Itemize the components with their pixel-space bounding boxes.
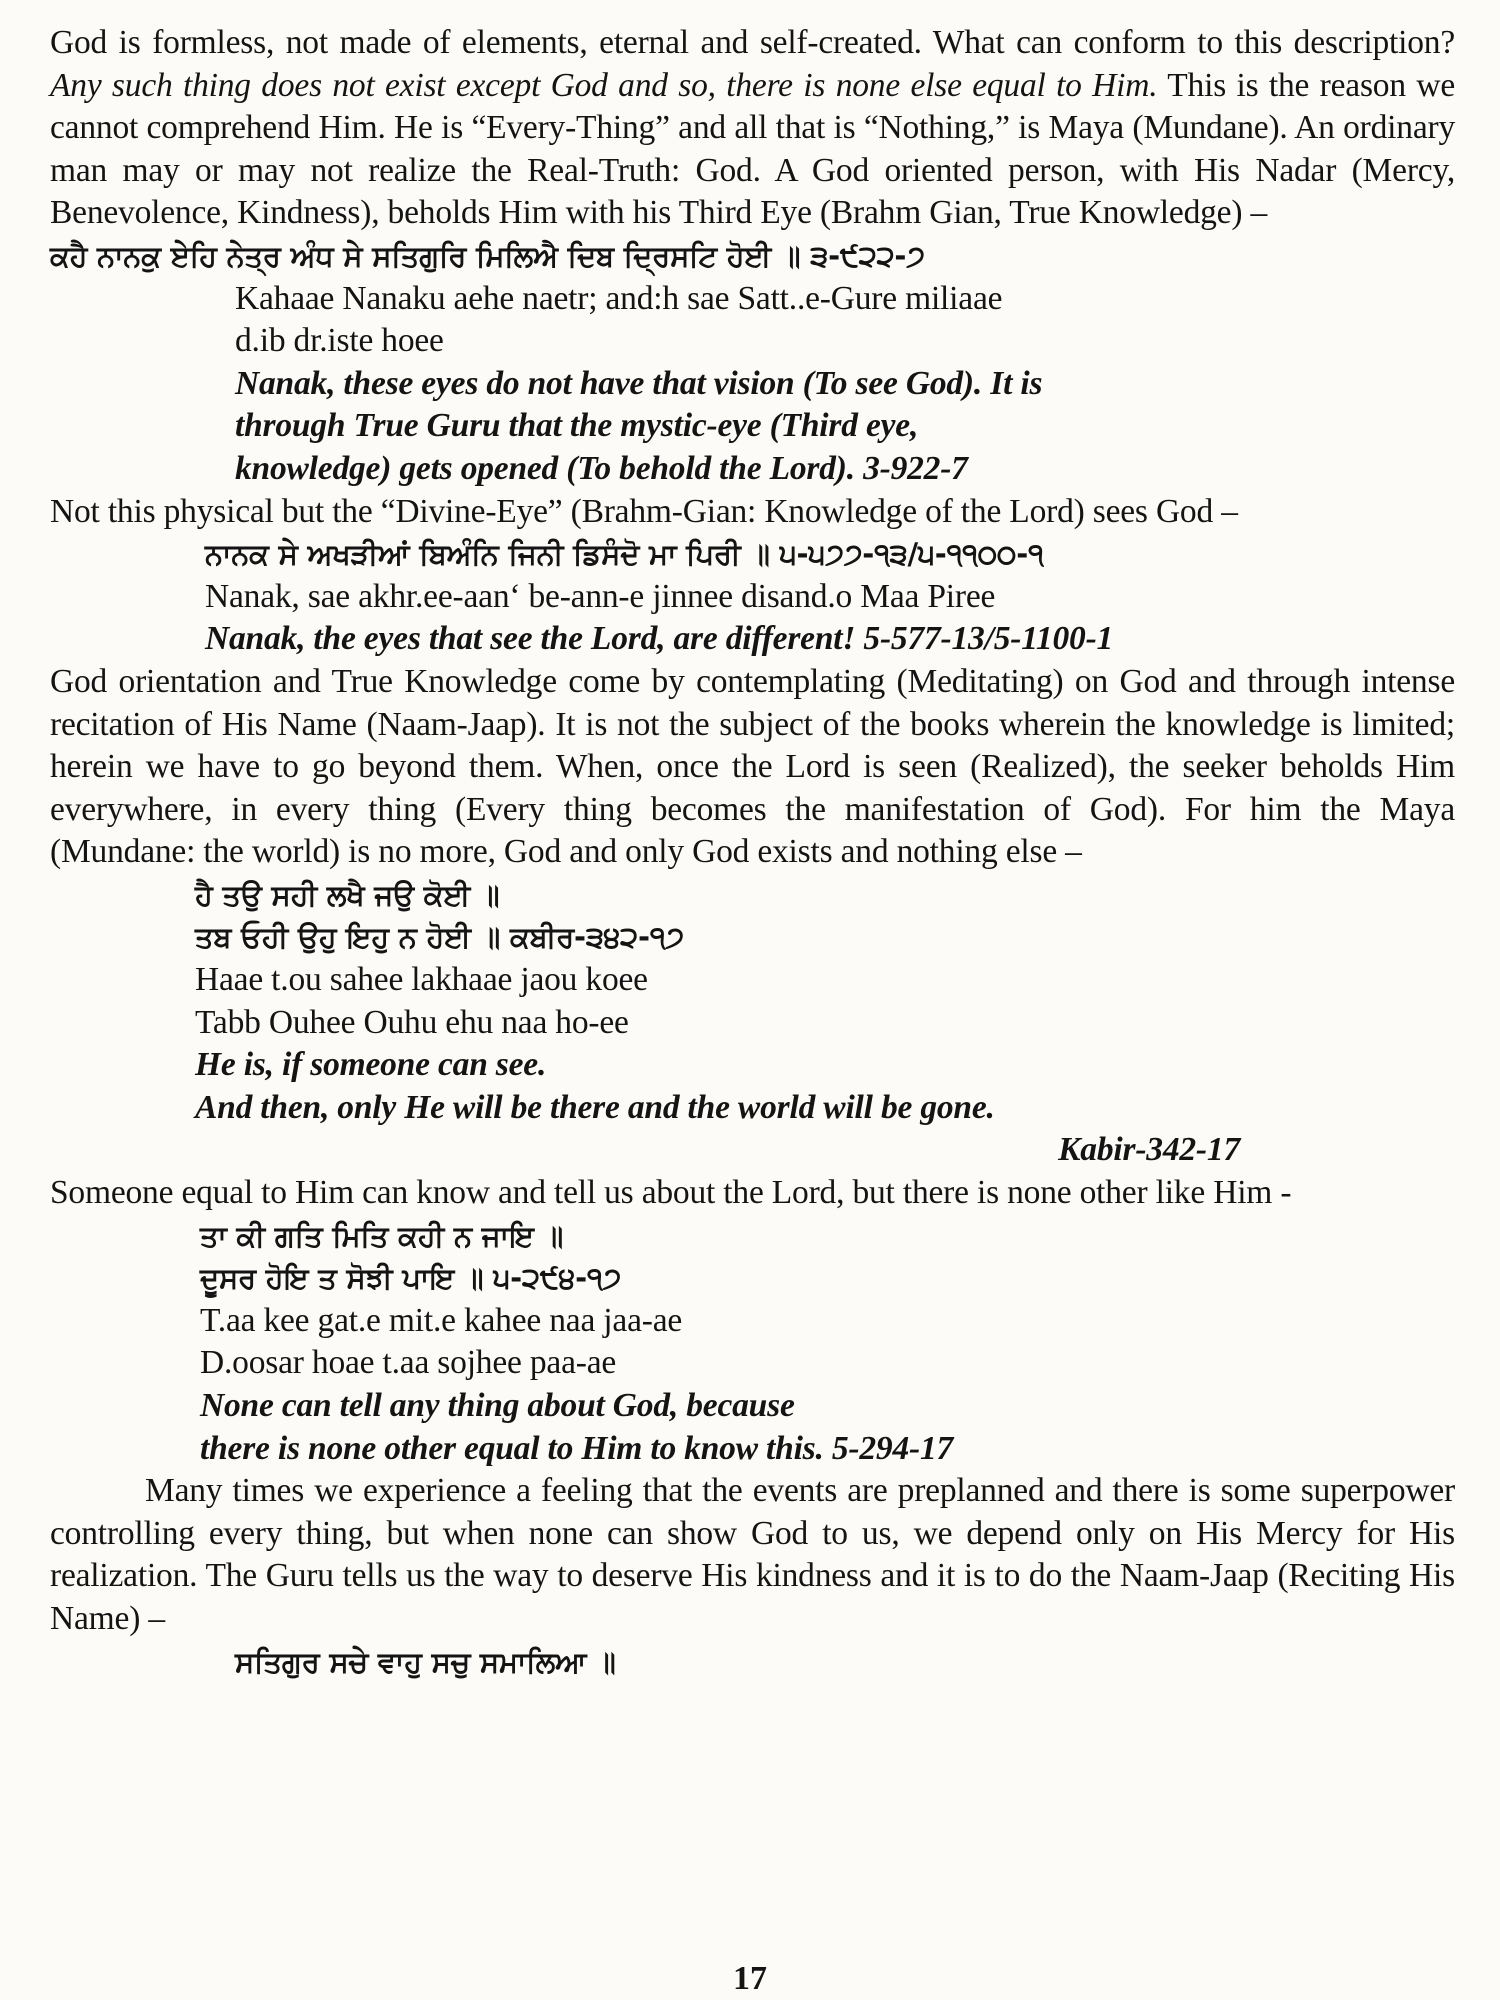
gurmukhi-verse: ਕਹੈ ਨਾਨਕੁ ਏਹਿ ਨੇਤ੍ਰ ਅੰਧ ਸੇ ਸਤਿਗੁਰਿ ਮਿਲਿਐ ਦਿਬ ਦ੍ਰਿਸਟਿ ਹੋਈ ॥ ੩-੯੨੨-੭: [50, 238, 925, 273]
paragraph-god-orientation: God orientation and True Knowledge come by contemplating (Meditating) on God and through intense recitation of His Name (Naam-Jaap). It is not the subject of the books wherein the knowledge is limited; herein we have to go beyond them. When, once the Lord is seen (Realized), the seeker beholds Him everywhere, in every thing (Every thing becomes the manifestation of God). For him the Maya (Mundane: the world) is no more, God and only God exists and nothing else –: [50, 662, 1455, 871]
translation-line: through True Guru that the mystic-eye (Third eye,: [235, 407, 919, 445]
translation-line: Nanak, these eyes do not have that vision (To see God). It is: [235, 364, 1043, 402]
translation-line: He is, if someone can see.: [195, 1046, 547, 1084]
transliteration-line: Nanak, sae akhr.ee-aan‘ be-ann-e jinnee disand.o Maa Piree: [205, 577, 996, 615]
scripture-quote-third-eye: [50, 235, 1455, 491]
paragraph-text: God is formless, not made of elements, eternal and self-created. What can conform to this description?: [50, 24, 1455, 61]
paragraph-emphasis: Any such thing does not exist except God and so, there is none else equal to Him.: [50, 66, 1158, 104]
paragraph-none-equal: Someone equal to Him can know and tell us about the Lord, but there is none other like Him -: [50, 1174, 1292, 1212]
transliteration-line: T.aa kee gat.e mit.e kahee naa jaa-ae: [200, 1301, 683, 1339]
gurmukhi-verse: ਸਤਿਗੁਰ ਸਚੇ ਵਾਹੁ ਸਚੁ ਸਮਾਲਿਆ ॥: [235, 1644, 616, 1679]
gurmukhi-verse: ਤਬ ਓਹੀ ਉਹੁ ਇਹੁ ਨ ਹੋਈ ॥ ਕਬੀਰ-੩੪੨-੧੭: [195, 920, 684, 955]
transliteration-line: Haae t.ou sahee lakhaae jaou koee: [195, 961, 648, 999]
transliteration-line: D.oosar hoae t.aa sojhee paa-ae: [200, 1344, 617, 1382]
scripture-quote-eyes: [50, 533, 1455, 661]
verse-reference: Kabir-342-17: [1058, 1131, 1240, 1169]
translation-line: there is none other equal to Him to know this. 5-294-17: [200, 1429, 954, 1467]
transliteration-line: Kahaae Nanaku aehe naetr; and:h sae Satt..e-Gure miliaae: [235, 279, 1003, 317]
translation-line: knowledge) gets opened (To behold the Lord). 3-922-7: [235, 449, 968, 487]
scripture-quote-naam: [50, 1641, 1455, 1684]
transliteration-line: Tabb Ouhee Ouhu ehu naa ho-ee: [195, 1003, 629, 1041]
gurmukhi-verse: ਨਾਨਕ ਸੇ ਅਖੜੀਆਂ ਬਿਅੰਨਿ ਜਿਨੀ ਡਿਸੰਦੋ ਮਾ ਪਿਰੀ ॥ ੫-੫੭੭-੧੩/੫-੧੧੦੦-੧: [205, 537, 1044, 572]
scripture-quote-kabir: [50, 874, 1455, 1172]
page-number: 17: [733, 1960, 767, 1997]
scripture-quote-none-can-tell: [50, 1215, 1455, 1471]
paragraph-preplanned-events: Many times we experience a feeling that the events are preplanned and there is some superpower controlling every thing, but when none can show God to us, we depend only on His Mercy for His realization. The Guru tells us the way to deserve His kindness and it is to do the Naam-Jaap (Reciting His Name) –: [50, 1472, 1455, 1637]
translation-line: And then, only He will be there and the world will be gone.: [195, 1088, 995, 1126]
translation-line: Nanak, the eyes that see the Lord, are different! 5-577-13/5-1100-1: [205, 620, 1114, 658]
gurmukhi-verse: ਤਾ ਕੀ ਗਤਿ ਮਿਤਿ ਕਹੀ ਨ ਜਾਇ ॥: [200, 1218, 564, 1253]
gurmukhi-verse: ਦੂਸਰ ਹੋਇ ਤ ਸੋਝੀ ਪਾਇ ॥ ੫-੨੯੪-੧੭: [200, 1261, 622, 1296]
page-body: [50, 22, 1455, 1683]
paragraph-divine-eye: Not this physical but the “Divine-Eye” (Brahm-Gian: Knowledge of the Lord) sees God –: [50, 492, 1238, 530]
paragraph-formless-god: [50, 22, 1455, 235]
translation-line: None can tell any thing about God, because: [200, 1387, 795, 1424]
transliteration-line: d.ib dr.iste hoee: [235, 322, 444, 360]
paragraph-text: This is the reason we cannot comprehend Him. He is “Every-Thing” and all that is “Nothing,” is Maya (Mundane). An ordinary man may or may not realize the Real-Truth: God. A God oriented person, with His Nadar (Mercy, Benevolence, Kindness), beholds Him with his Third Eye (Brahm Gian, True Knowledge) –: [50, 66, 1455, 232]
gurmukhi-verse: ਹੈ ਤਉ ਸਹੀ ਲਖੈ ਜਉ ਕੋਈ ॥: [195, 877, 500, 912]
